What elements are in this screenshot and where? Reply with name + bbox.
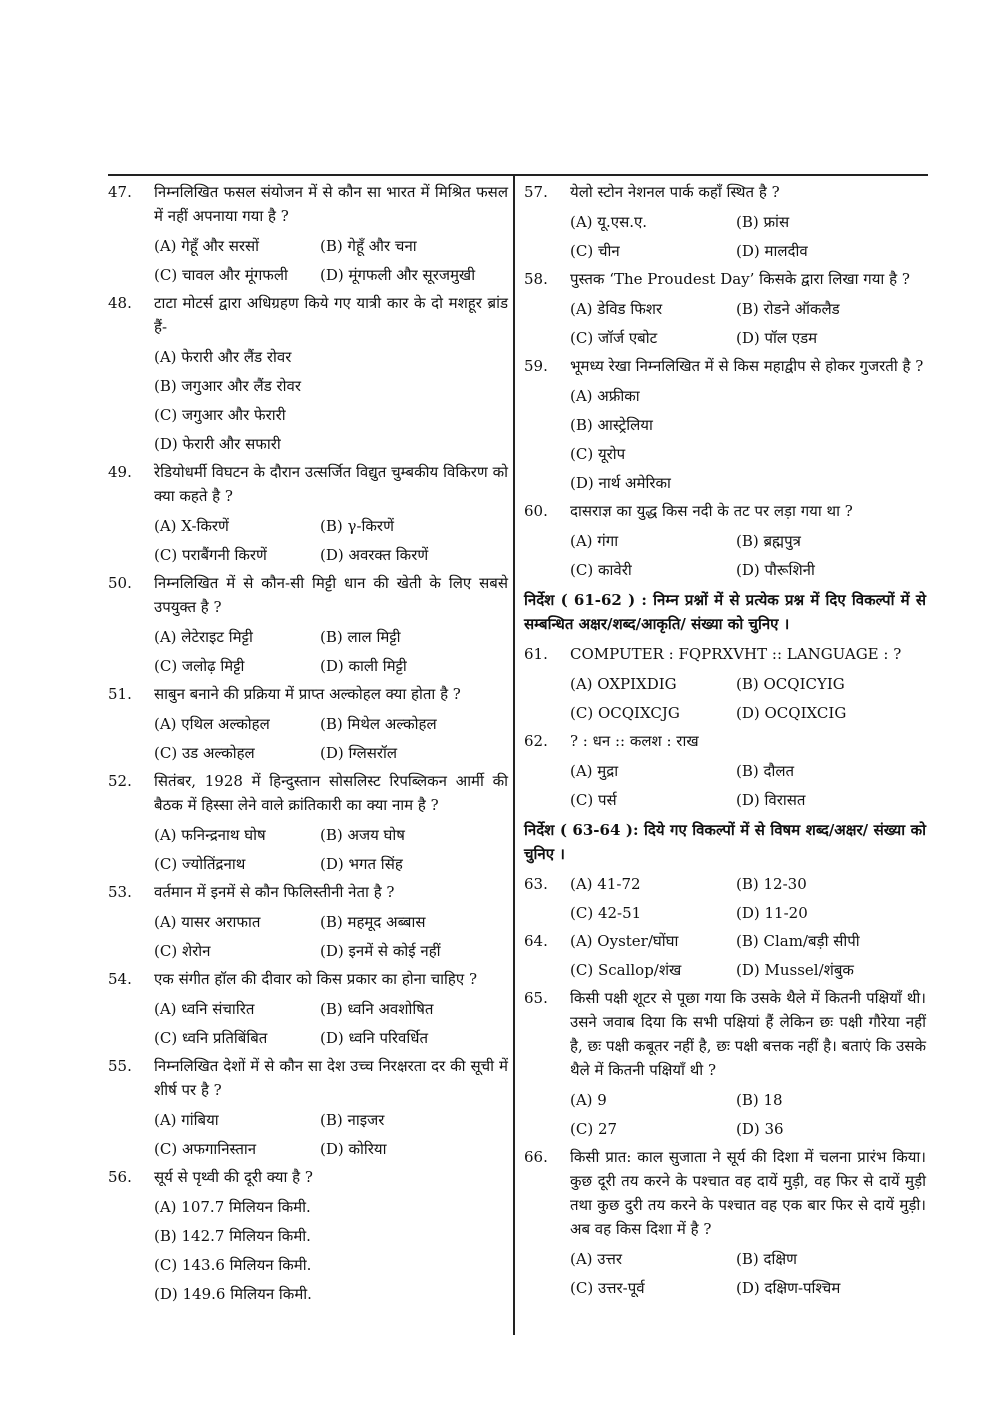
- option-d: (D) मालदीव: [736, 242, 808, 260]
- question: [524, 729, 926, 812]
- question: [524, 180, 926, 263]
- question-text: साबुन बनाने की प्रक्रिया में प्राप्त अल्कोहल क्या होता है ?: [154, 685, 461, 703]
- question: [524, 267, 926, 350]
- directive-61-62: निर्देश ( 61-62 ) : निम्न प्रश्नों में से प्रत्येक प्रश्न में दिए विकल्पों में से सम्बन्धित अक्षर/शब्द/आकृति/ संख्या को चुनिए ।: [524, 591, 926, 633]
- question-text: येलो स्टोन नेशनल पार्क कहाँ स्थित है ?: [570, 183, 780, 201]
- option-list: [154, 234, 508, 287]
- option-list: [154, 823, 508, 876]
- option-d: (D) दक्षिण-पश्चिम: [736, 1279, 841, 1297]
- option-d: (D) पौरूशिनी: [736, 561, 815, 579]
- question-number: 66.: [524, 1148, 548, 1166]
- directive-63-64: निर्देश ( 63-64 ): दिये गए विकल्पों में से विषम शब्द/अक्षर/ संख्या को चुनिए ।: [524, 821, 926, 863]
- question-number: 51.: [108, 685, 132, 703]
- question: [524, 872, 926, 925]
- question: [524, 1145, 926, 1300]
- option-b: (B) फ्रांस: [736, 213, 790, 231]
- question-number: 60.: [524, 502, 548, 520]
- question-number: 64.: [524, 932, 548, 950]
- option-list: [570, 1088, 926, 1141]
- option-b: (B) लाल मिट्टी: [320, 628, 401, 646]
- option-a: (A) उत्तर: [570, 1250, 623, 1268]
- option-list: [570, 1247, 926, 1300]
- option-a: (A) गेहूँ और सरसों: [154, 237, 260, 255]
- option-a: (A) फेरारी और लैंड रोवर: [154, 348, 292, 366]
- option-list: [570, 384, 926, 495]
- question-number: 54.: [108, 970, 132, 988]
- question-number: 55.: [108, 1057, 132, 1075]
- question-number: 50.: [108, 574, 132, 592]
- option-d: (D) भगत सिंह: [320, 855, 403, 873]
- option-b: (B) OCQICYIG: [736, 675, 845, 693]
- question-text: पुस्तक ‘The Proudest Day’ किसके द्वारा लिखा गया है ?: [570, 270, 910, 288]
- option-b: (B) ध्वनि अवशोषित: [320, 1000, 434, 1018]
- question: [524, 929, 926, 982]
- option-b: (B) अजय घोष: [320, 826, 405, 844]
- option-list: [570, 297, 926, 350]
- question-number: 48.: [108, 294, 132, 312]
- option-b: (B) जगुआर और लैंड रोवर: [154, 377, 302, 395]
- option-list: [154, 712, 508, 765]
- question-text: वर्तमान में इनमें से कौन फिलिस्तीनी नेता है ?: [154, 883, 395, 901]
- question-text: निम्नलिखित देशों में से कौन सा देश उच्च निरक्षरता दर की सूची में शीर्ष पर है ?: [154, 1057, 508, 1099]
- option-c: (C) OCQIXCJG: [570, 704, 680, 722]
- question-number: 52.: [108, 772, 132, 790]
- option-a: (A) डेविड फिशर: [570, 300, 663, 318]
- option-c: (C) 42-51: [570, 904, 642, 922]
- column-divider: [513, 175, 515, 1335]
- option-c: (C) चीन: [570, 242, 620, 260]
- question-number: 58.: [524, 270, 548, 288]
- option-d: (D) ग्लिसरॉल: [320, 744, 398, 762]
- question-number: 65.: [524, 989, 548, 1007]
- question: [524, 986, 926, 1141]
- option-c: (C) उत्तर-पूर्व: [570, 1279, 645, 1297]
- question-text: एक संगीत हॉल की दीवार को किस प्रकार का होना चाहिए ?: [154, 970, 478, 988]
- question-text: टाटा मोटर्स द्वारा अधिग्रहण किये गए यात्री कार के दो मशहूर ब्रांड हैं-: [154, 294, 508, 336]
- question-text: निम्नलिखित में से कौन-सी मिट्टी धान की खेती के लिए सबसे उपयुक्त है ?: [154, 574, 508, 616]
- question-number: 47.: [108, 183, 132, 201]
- option-c: (C) उड अल्कोहल: [154, 744, 255, 762]
- option-c: (C) जॉर्ज एबोट: [570, 329, 658, 347]
- option-d: (D) 36: [736, 1120, 784, 1138]
- question: [108, 460, 508, 567]
- option-c: (C) शेरोन: [154, 942, 211, 960]
- option-c: (C) चावल और मूंगफली: [154, 266, 288, 284]
- question-number: 62.: [524, 732, 548, 750]
- option-d: (D) Mussel/शंबुक: [736, 961, 854, 979]
- option-b: (B) गेहूँ और चना: [320, 237, 417, 255]
- question: [524, 642, 926, 725]
- question-text: किसी पक्षी शूटर से पूछा गया कि उसके थैले में कितनी पक्षियाँ थी। उसने जवाब दिया कि सभी पक्षियां हैं लेकिन छः पक्षी गौरेया नहीं है, छः पक्षी कबूतर नहीं है, छः पक्षी बत्तक नहीं है। बताएं कि उसके थैले में कितनी पक्षियाँ थी ?: [570, 989, 926, 1079]
- option-b: (B) दक्षिण: [736, 1250, 797, 1268]
- option-b: (B) ब्रह्मपुत्र: [736, 532, 801, 550]
- option-a: (A) 41-72: [570, 875, 641, 893]
- option-a: (A) गांबिया: [154, 1111, 219, 1129]
- option-c: (C) जलोढ़ मिट्टी: [154, 657, 245, 675]
- option-list: [154, 514, 508, 567]
- question-text: किसी प्रात: काल सुजाता ने सूर्य की दिशा में चलना प्रारंभ किया। कुछ दूरी तय करने के पश्चात वह दायें मुड़ी, वह फिर से दायें मुड़ी तथा कुछ दुरी तय करने के पश्चात वह एक बार फिर से दायें मुड़ी। अब वह किस दिशा में है ?: [570, 1148, 926, 1238]
- question: [108, 1165, 508, 1306]
- option-list: [154, 1195, 508, 1306]
- option-d: (D) पॉल एडम: [736, 329, 818, 347]
- option-a: (A) मुद्रा: [570, 762, 619, 780]
- option-c: (C) अफगानिस्तान: [154, 1140, 257, 1158]
- question-number: 53.: [108, 883, 132, 901]
- option-b: (B) Clam/बड़ी सीपी: [736, 932, 860, 950]
- option-list: [154, 345, 508, 456]
- option-list: [154, 910, 508, 963]
- option-list: [154, 1108, 508, 1161]
- question: [108, 769, 508, 876]
- option-b: (B) आस्ट्रेलिया: [570, 416, 653, 434]
- option-b: (B) नाइजर: [320, 1111, 385, 1129]
- option-c: (C) पर्स: [570, 791, 617, 809]
- question-text: सूर्य से पृथ्वी की दूरी क्या है ?: [154, 1168, 313, 1186]
- question-text: भूमध्य रेखा निम्नलिखित में से किस महाद्वीप से होकर गुजरती है ?: [570, 357, 924, 375]
- option-c: (C) यूरोप: [570, 445, 626, 463]
- option-a: (A) लेटेराइट मिट्टी: [154, 628, 253, 646]
- option-a: (A) Oyster/घोंघा: [570, 932, 679, 950]
- question-text: रेडियोधर्मी विघटन के दौरान उत्सर्जित विद्युत चुम्बकीय विकिरण को क्या कहते है ?: [154, 463, 508, 505]
- option-c: (C) पराबैंगनी किरणें: [154, 546, 267, 564]
- option-list: [570, 210, 926, 263]
- question-text: COMPUTER : FQPRXVHT :: LANGUAGE : ?: [570, 645, 902, 663]
- question: [524, 499, 926, 582]
- option-b: (B) 18: [736, 1091, 783, 1109]
- option-c: (C) 143.6 मिलियन किमी.: [154, 1256, 312, 1274]
- question-text: सितंबर, 1928 में हिन्दुस्तान सोसलिस्ट रिपब्लिकन आर्मी की बैठक में हिस्सा लेने वाले क्रांतिकारी का क्या नाम है ?: [154, 772, 508, 814]
- question: [108, 291, 508, 456]
- question-number: 61.: [524, 645, 548, 663]
- right-column: [524, 180, 926, 1304]
- option-list: [570, 872, 926, 925]
- left-column: [108, 180, 508, 1310]
- option-list: [570, 672, 926, 725]
- option-c: (C) जगुआर और फेरारी: [154, 406, 286, 424]
- question: [108, 682, 508, 765]
- question-number: 63.: [524, 875, 548, 893]
- option-a: (A) ध्वनि संचारित: [154, 1000, 255, 1018]
- option-a: (A) OXPIXDIG: [570, 675, 677, 693]
- option-d: (D) विरासत: [736, 791, 806, 809]
- question-number: 56.: [108, 1168, 132, 1186]
- option-d: (D) काली मिट्टी: [320, 657, 407, 675]
- question: [108, 180, 508, 287]
- option-a: (A) X-किरणें: [154, 517, 229, 535]
- option-d: (D) 149.6 मिलियन किमी.: [154, 1285, 312, 1303]
- question-text: निम्नलिखित फसल संयोजन में से कौन सा भारत में मिश्रित फसल में नहीं अपनाया गया है ?: [154, 183, 508, 225]
- option-d: (D) OCQIXCIG: [736, 704, 847, 722]
- question: [108, 967, 508, 1050]
- option-a: (A) एथिल अल्कोहल: [154, 715, 270, 733]
- option-list: [570, 529, 926, 582]
- option-b: (B) महमूद अब्बास: [320, 913, 426, 931]
- option-d: (D) कोरिया: [320, 1140, 387, 1158]
- question: [108, 1054, 508, 1161]
- question-number: 59.: [524, 357, 548, 375]
- question-number: 49.: [108, 463, 132, 481]
- option-a: (A) अफ्रीका: [570, 387, 640, 405]
- option-list: [154, 997, 508, 1050]
- option-a: (A) 107.7 मिलियन किमी.: [154, 1198, 311, 1216]
- option-a: (A) गंगा: [570, 532, 619, 550]
- option-c: (C) कावेरी: [570, 561, 632, 579]
- option-list: [570, 759, 926, 812]
- option-d: (D) 11-20: [736, 904, 808, 922]
- option-c: (C) ज्योतिंद्रनाथ: [154, 855, 246, 873]
- option-d: (D) फेरारी और सफारी: [154, 435, 281, 453]
- option-c: (C) 27: [570, 1120, 618, 1138]
- option-b: (B) मिथेल अल्कोहल: [320, 715, 437, 733]
- option-a: (A) यासर अराफात: [154, 913, 261, 931]
- question: [108, 880, 508, 963]
- option-a: (A) फनिन्द्रनाथ घोष: [154, 826, 266, 844]
- option-d: (D) नार्थ अमेरिका: [570, 474, 671, 492]
- option-b: (B) दौलत: [736, 762, 795, 780]
- question: [524, 354, 926, 495]
- option-c: (C) Scallop/शंख: [570, 961, 682, 979]
- top-rule: [108, 174, 928, 176]
- option-a: (A) 9: [570, 1091, 607, 1109]
- question-number: 57.: [524, 183, 548, 201]
- option-list: [154, 625, 508, 678]
- option-d: (D) अवरक्त किरणें: [320, 546, 429, 564]
- option-list: [570, 929, 926, 982]
- option-d: (D) इनमें से कोई नहीं: [320, 942, 441, 960]
- option-d: (D) ध्वनि परिवर्धित: [320, 1029, 428, 1047]
- question-text: दासराज्ञ का युद्ध किस नदी के तट पर लड़ा गया था ?: [570, 502, 853, 520]
- option-d: (D) मूंगफली और सूरजमुखी: [320, 266, 476, 284]
- option-c: (C) ध्वनि प्रतिबिंबित: [154, 1029, 268, 1047]
- option-b: (B) γ-किरणें: [320, 517, 394, 535]
- option-b: (B) 12-30: [736, 875, 807, 893]
- option-b: (B) 142.7 मिलियन किमी.: [154, 1227, 311, 1245]
- option-a: (A) यू.एस.ए.: [570, 213, 648, 231]
- question-text: ? : धन :: कलश : राख: [570, 732, 699, 750]
- question: [108, 571, 508, 678]
- option-b: (B) रोडने ऑकलैड: [736, 300, 840, 318]
